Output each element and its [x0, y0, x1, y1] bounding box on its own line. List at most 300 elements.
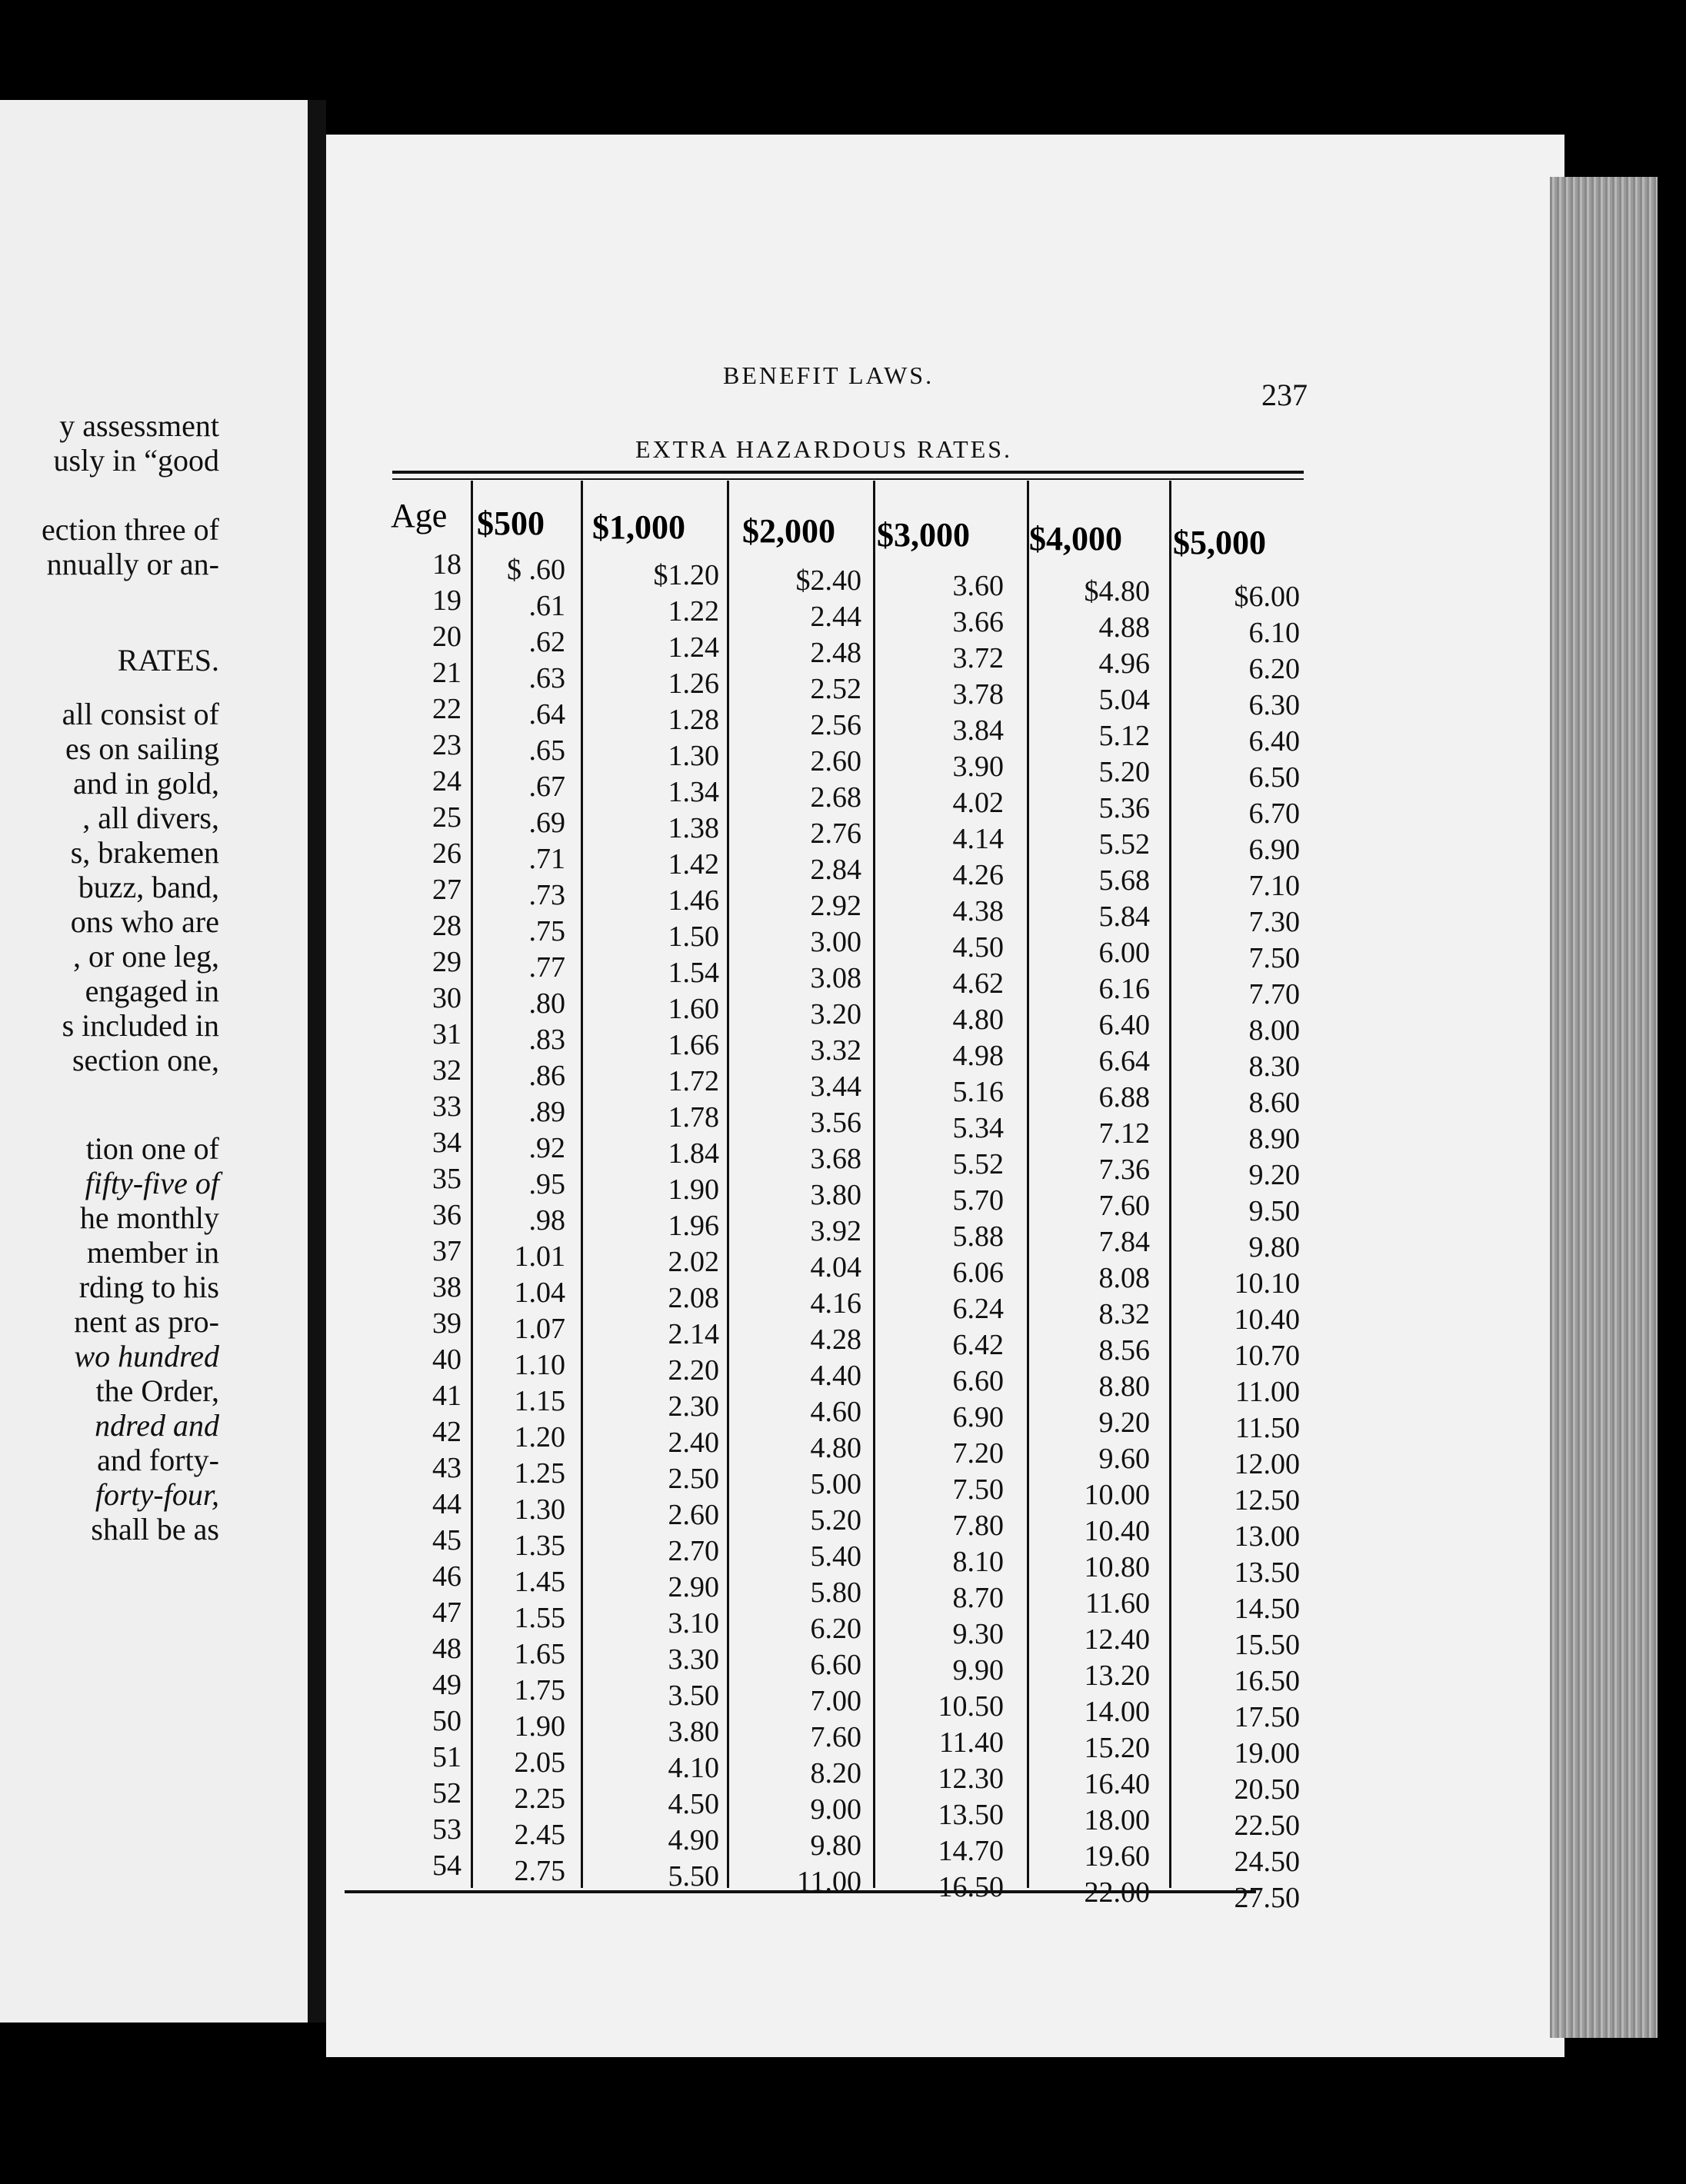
table-cell-age: 25 [432, 801, 461, 834]
table-cell-age: 41 [432, 1380, 461, 1412]
table-cell-rate: 7.00 [810, 1685, 861, 1717]
table-cell-rate: 1.28 [668, 704, 719, 736]
table-cell-rate: 2.84 [810, 854, 861, 886]
table-cell-rate: 16.50 [1234, 1665, 1300, 1697]
table-cell-rate: 6.20 [1248, 653, 1300, 685]
table-cell-rate: 3.20 [810, 998, 861, 1030]
table-cell-rate: 2.92 [810, 890, 861, 922]
left-page-line: rding to his [78, 1270, 219, 1304]
table-cell-rate: 8.56 [1098, 1334, 1150, 1367]
table-cell-rate: 8.00 [1248, 1014, 1300, 1047]
table-cell-rate: 6.16 [1098, 973, 1150, 1005]
left-page-line: all consist of [62, 697, 219, 731]
table-cell-age: 52 [432, 1777, 461, 1809]
left-page-line: ons who are [70, 904, 219, 939]
table-cell-rate: 5.68 [1098, 864, 1150, 897]
left-page-line: s, brakemen [70, 835, 219, 870]
left-page-line: member in [86, 1235, 219, 1270]
table-cell-rate: 2.30 [668, 1390, 719, 1423]
table-cell-rate: 6.40 [1098, 1009, 1150, 1041]
table-cell-age: 32 [432, 1054, 461, 1087]
table-cell-rate: 4.04 [810, 1251, 861, 1283]
table-cell-age: 50 [432, 1705, 461, 1737]
table-cell-rate: 22.00 [1084, 1876, 1150, 1909]
table-cell-rate: 9.50 [1248, 1195, 1300, 1227]
table-cell-rate: 1.84 [668, 1137, 719, 1170]
page-edges [1550, 177, 1658, 2038]
left-page-line: es on sailing [65, 731, 219, 766]
table-cell-rate: 9.20 [1098, 1407, 1150, 1439]
table-cell-rate: .71 [528, 843, 565, 875]
table-cell-rate: 10.80 [1084, 1551, 1150, 1583]
table-cell-rate: 2.60 [810, 745, 861, 777]
left-page-line: fifty-five of [85, 1166, 219, 1200]
table-cell-rate: 6.10 [1248, 617, 1300, 649]
table-cell-rate: .73 [528, 879, 565, 911]
column-header-amount: $1,000 [592, 508, 685, 546]
table-cell-rate: 5.70 [952, 1184, 1004, 1217]
table-cell-rate: 2.68 [810, 781, 861, 814]
table-cell-age: 33 [432, 1090, 461, 1123]
table-cell-rate: 1.01 [514, 1240, 565, 1273]
left-page-line: and in gold, [73, 766, 219, 801]
table-cell-rate: 4.38 [952, 895, 1004, 927]
table-cell-rate: .62 [528, 626, 565, 658]
table-cell-rate: 13.50 [1234, 1556, 1300, 1589]
table-cell-rate: 1.90 [668, 1174, 719, 1206]
table-cell-rate: .98 [528, 1204, 565, 1237]
table-cell-rate: 6.60 [952, 1365, 1004, 1397]
table-cell-rate: .61 [528, 590, 565, 622]
table-cell-rate: 4.88 [1098, 611, 1150, 644]
table-cell-rate: 1.04 [514, 1277, 565, 1309]
table-cell-rate: .83 [528, 1024, 565, 1056]
table-cell-age: 38 [432, 1271, 461, 1303]
table-cell-rate: 2.20 [668, 1354, 719, 1387]
table-cell-rate: 6.70 [1248, 797, 1300, 830]
table-cell-rate: 3.80 [668, 1716, 719, 1748]
table-cell-age: 43 [432, 1452, 461, 1484]
table-cell-rate: 27.50 [1234, 1882, 1300, 1914]
table-cell-rate: 1.15 [514, 1385, 565, 1417]
table-cell-rate: 1.26 [668, 668, 719, 700]
table-cell-rate: 4.40 [810, 1360, 861, 1392]
table-cell-rate: 11.00 [1235, 1376, 1300, 1408]
table-top-rule [392, 471, 1304, 474]
table-cell-rate: 11.00 [796, 1866, 861, 1898]
table-cell-rate: 1.07 [514, 1313, 565, 1345]
table-cell-rate: .64 [528, 698, 565, 731]
table-cell-rate: 12.40 [1084, 1623, 1150, 1656]
table-cell-rate: 12.30 [938, 1763, 1004, 1795]
table-cell-age: 51 [432, 1741, 461, 1773]
table-cell-rate: 2.08 [668, 1282, 719, 1314]
table-cell-rate: 5.20 [810, 1504, 861, 1536]
table-cell-rate: 5.20 [1098, 756, 1150, 788]
left-page-line: he monthly [79, 1200, 219, 1235]
table-cell-rate: 5.52 [1098, 828, 1150, 861]
table-cell-rate: 2.52 [810, 673, 861, 705]
table-cell-rate: $6.00 [1234, 581, 1300, 613]
table-cell-age: 54 [432, 1849, 461, 1882]
table-cell-rate: 10.70 [1234, 1340, 1300, 1372]
table-cell-rate: 4.90 [668, 1824, 719, 1856]
left-page-line: , all divers, [82, 801, 219, 835]
left-page-line: the Order, [95, 1373, 219, 1408]
table-cell-rate: .77 [528, 951, 565, 984]
table-cell-rate: 22.50 [1234, 1809, 1300, 1842]
left-page-line: forty-four, [95, 1477, 219, 1512]
table-cell-rate: 2.14 [668, 1318, 719, 1350]
table-cell-rate: 1.65 [514, 1638, 565, 1670]
table-cell-age: 46 [432, 1560, 461, 1593]
table-cell-age: 53 [432, 1813, 461, 1846]
table-cell-rate: 4.02 [952, 787, 1004, 819]
table-cell-rate: 24.50 [1234, 1846, 1300, 1878]
table-cell-age: 27 [432, 874, 461, 906]
table-cell-rate: 3.56 [810, 1107, 861, 1139]
table-cell-rate: .86 [528, 1060, 565, 1092]
table-cell-rate: 12.00 [1234, 1448, 1300, 1480]
table-cell-rate: 5.04 [1098, 684, 1150, 716]
table-cell-rate: 5.16 [952, 1076, 1004, 1108]
left-page-line: usly in “good [53, 443, 219, 478]
table-cell-age: 35 [432, 1163, 461, 1195]
left-page-line: nent as pro- [74, 1304, 219, 1339]
table-cell-rate: 1.55 [514, 1602, 565, 1634]
left-page-line: tion one of [85, 1131, 219, 1166]
table-cell-rate: 3.66 [952, 606, 1004, 638]
table-cell-rate: 10.40 [1234, 1303, 1300, 1336]
table-cell-rate: $2.40 [795, 564, 861, 597]
table-cell-age: 18 [432, 548, 461, 581]
table-cell-rate: 7.84 [1098, 1226, 1150, 1258]
table-cell-rate: 5.34 [952, 1112, 1004, 1144]
table-cell-rate: 4.10 [668, 1752, 719, 1784]
table-cell-rate: 3.78 [952, 678, 1004, 711]
left-page-line: shall be as [91, 1512, 219, 1546]
table-cell-rate: 8.80 [1098, 1370, 1150, 1403]
table-cell-age: 20 [432, 621, 461, 653]
table-cell-rate: 4.50 [952, 931, 1004, 964]
table-cell-rate: .75 [528, 915, 565, 947]
table-cell-rate: 2.60 [668, 1499, 719, 1531]
left-page-line: s included in [62, 1008, 219, 1043]
table-cell-rate: 5.00 [810, 1468, 861, 1500]
table-cell-rate: 4.26 [952, 859, 1004, 891]
table-top-rule-thin [392, 478, 1304, 480]
table-cell-rate: 2.70 [668, 1535, 719, 1567]
table-title: EXTRA HAZARDOUS RATES. [635, 435, 1013, 463]
left-page-line: y assessment [59, 408, 219, 443]
table-cell-rate: 12.50 [1234, 1484, 1300, 1516]
table-cell-rate: 9.20 [1248, 1159, 1300, 1191]
table-cell-age: 22 [432, 693, 461, 725]
table-cell-rate: 11.60 [1085, 1587, 1150, 1620]
table-cell-rate: 7.70 [1248, 978, 1300, 1010]
column-header-amount: $4,000 [1029, 520, 1122, 558]
table-cell-rate: 16.40 [1084, 1768, 1150, 1800]
table-cell-rate: 9.80 [810, 1829, 861, 1862]
table-cell-rate: 6.60 [810, 1649, 861, 1681]
table-cell-rate: 14.00 [1084, 1696, 1150, 1728]
table-cell-age: 21 [432, 657, 461, 689]
table-cell-rate: 7.60 [810, 1721, 861, 1753]
table-cell-rate: 19.00 [1234, 1737, 1300, 1770]
table-cell-rate: 4.62 [952, 967, 1004, 1000]
table-cell-age: 40 [432, 1343, 461, 1376]
table-cell-rate: 6.90 [952, 1401, 1004, 1433]
table-cell-rate: 1.50 [668, 921, 719, 953]
table-cell-rate: 1.96 [668, 1210, 719, 1242]
table-cell-rate: 8.30 [1248, 1050, 1300, 1083]
table-cell-rate: 4.14 [952, 823, 1004, 855]
table-cell-rate: 3.10 [668, 1607, 719, 1640]
table-cell-rate: 1.72 [668, 1065, 719, 1097]
table-cell-rate: 15.50 [1234, 1629, 1300, 1661]
table-cell-rate: 6.06 [952, 1257, 1004, 1289]
table-cell-rate: 1.30 [514, 1493, 565, 1526]
table-cell-rate: 8.70 [952, 1582, 1004, 1614]
table-cell-age: 39 [432, 1307, 461, 1340]
table-cell-rate: 19.60 [1084, 1840, 1150, 1873]
table-cell-rate: 3.44 [810, 1070, 861, 1103]
column-header-amount: $3,000 [877, 516, 970, 554]
left-page-line: ndred and [95, 1408, 219, 1443]
table-cell-rate: 3.68 [810, 1143, 861, 1175]
table-cell-rate: 1.35 [514, 1530, 565, 1562]
left-page-line: , or one leg, [73, 939, 219, 974]
table-cell-rate: 1.24 [668, 631, 719, 664]
table-cell-rate: 2.44 [810, 601, 861, 633]
table-cell-age: 34 [432, 1127, 461, 1159]
table-cell-rate: 11.40 [938, 1726, 1004, 1759]
table-cell-rate: 7.50 [1248, 942, 1300, 974]
table-cell-rate: 9.00 [810, 1793, 861, 1826]
table-cell-rate: 6.42 [952, 1329, 1004, 1361]
table-cell-rate: 6.30 [1248, 689, 1300, 721]
table-cell-age: 48 [432, 1633, 461, 1665]
table-cell-rate: 6.64 [1098, 1045, 1150, 1077]
table-cell-rate: .95 [528, 1168, 565, 1200]
table-cell-rate: 7.80 [952, 1510, 1004, 1542]
column-header-amount: $500 [477, 504, 545, 542]
table-cell-rate: 3.80 [810, 1179, 861, 1211]
left-page-line: RATES. [117, 643, 219, 678]
table-cell-rate: $1.20 [653, 559, 719, 591]
table-cell-rate: 4.16 [810, 1287, 861, 1320]
table-cell-age: 45 [432, 1524, 461, 1556]
table-cell-rate: 6.90 [1248, 834, 1300, 866]
table-cell-age: 31 [432, 1018, 461, 1050]
table-cell-rate: 4.80 [952, 1004, 1004, 1036]
table-cell-rate: 4.28 [810, 1323, 861, 1356]
table-cell-rate: 1.38 [668, 812, 719, 844]
table-cell-rate: 17.50 [1234, 1701, 1300, 1733]
table-cell-rate: 1.45 [514, 1566, 565, 1598]
table-cell-rate: .63 [528, 662, 565, 694]
table-cell-age: 42 [432, 1416, 461, 1448]
table-cell-rate: 3.00 [810, 926, 861, 958]
table-cell-rate: 4.50 [668, 1788, 719, 1820]
table-cell-rate: 1.66 [668, 1029, 719, 1061]
table-cell-rate: 8.20 [810, 1757, 861, 1789]
left-page-line: section one, [72, 1043, 219, 1077]
table-cell-rate: 4.96 [1098, 648, 1150, 680]
table-cell-rate: 9.60 [1098, 1443, 1150, 1475]
table-cell-rate: 6.00 [1098, 937, 1150, 969]
table-cell-age: 44 [432, 1488, 461, 1520]
table-cell-rate: 7.60 [1098, 1190, 1150, 1222]
table-cell-rate: 1.90 [514, 1710, 565, 1743]
table-cell-rate: 4.98 [952, 1040, 1004, 1072]
table-cell-rate: 3.72 [952, 642, 1004, 674]
table-cell-rate: 2.05 [514, 1746, 565, 1779]
table-cell-rate: 2.56 [810, 709, 861, 741]
table-cell-rate: 8.10 [952, 1546, 1004, 1578]
table-cell-rate: .89 [528, 1096, 565, 1128]
table-cell-rate: 1.20 [514, 1421, 565, 1453]
table-cell-rate: 9.80 [1248, 1231, 1300, 1263]
table-cell-rate: 1.46 [668, 884, 719, 917]
table-cell-rate: .67 [528, 771, 565, 803]
table-cell-rate: 7.50 [952, 1473, 1004, 1506]
table-cell-rate: 2.25 [514, 1783, 565, 1815]
table-cell-rate: 18.00 [1084, 1804, 1150, 1836]
left-page-line: ection three of [42, 512, 219, 547]
table-cell-rate: 6.24 [952, 1293, 1004, 1325]
left-page-line: engaged in [85, 974, 219, 1008]
table-cell-rate: 3.30 [668, 1643, 719, 1676]
left-page-line: wo hundred [74, 1339, 219, 1373]
table-cell-rate: 3.90 [952, 751, 1004, 783]
table-cell-rate: $ .60 [507, 554, 565, 586]
table-cell-rate: 2.90 [668, 1571, 719, 1603]
table-cell-rate: 11.50 [1235, 1412, 1300, 1444]
table-cell-rate: 13.00 [1234, 1520, 1300, 1553]
table-cell-rate: 3.50 [668, 1680, 719, 1712]
table-cell-rate: 2.76 [810, 817, 861, 850]
table-cell-age: 29 [432, 946, 461, 978]
table-cell-rate: 10.10 [1234, 1267, 1300, 1300]
table-cell-rate: 1.60 [668, 993, 719, 1025]
table-cell-rate: 7.20 [952, 1437, 1004, 1470]
table-cell-rate: 2.40 [668, 1427, 719, 1459]
table-cell-rate: 15.20 [1084, 1732, 1150, 1764]
table-cell-age: 49 [432, 1669, 461, 1701]
table-cell-rate: .80 [528, 987, 565, 1020]
table-cell-age: 26 [432, 837, 461, 870]
table-cell-age: 47 [432, 1596, 461, 1629]
table-cell-rate: 10.50 [938, 1690, 1004, 1723]
table-cell-rate: 4.60 [810, 1396, 861, 1428]
table-cell-rate: 20.50 [1234, 1773, 1300, 1806]
table-cell-age: 36 [432, 1199, 461, 1231]
table-cell-rate: 2.50 [668, 1463, 719, 1495]
table-cell-rate: 6.20 [810, 1613, 861, 1645]
table-cell-rate: 5.88 [952, 1220, 1004, 1253]
table-cell-rate: 8.60 [1248, 1087, 1300, 1119]
table-cell-rate: 1.54 [668, 957, 719, 989]
table-cell-rate: $4.80 [1084, 575, 1150, 608]
table-cell-rate: 14.50 [1234, 1593, 1300, 1625]
table-cell-rate: 5.80 [810, 1576, 861, 1609]
table-cell-age: 24 [432, 765, 461, 797]
table-cell-rate: 8.90 [1248, 1123, 1300, 1155]
table-cell-rate: .69 [528, 807, 565, 839]
table-cell-age: 30 [432, 982, 461, 1014]
table-cell-rate: 3.08 [810, 962, 861, 994]
table-cell-rate: 1.22 [668, 595, 719, 628]
table-cell-rate: 6.40 [1248, 725, 1300, 757]
table-cell-rate: .65 [528, 734, 565, 767]
left-page-line: and forty- [97, 1443, 219, 1477]
table-cell-rate: 10.40 [1084, 1515, 1150, 1547]
left-page-line: nnually or an- [46, 547, 219, 581]
table-cell-rate: 1.10 [514, 1349, 565, 1381]
table-cell-age: 19 [432, 584, 461, 617]
column-header-age: Age [391, 497, 448, 534]
page-number: 237 [1261, 378, 1308, 412]
table-cell-rate: 5.12 [1098, 720, 1150, 752]
running-head: BENEFIT LAWS. [723, 361, 935, 389]
table-cell-age: 28 [432, 910, 461, 942]
table-cell-rate: 9.90 [952, 1654, 1004, 1686]
table-cell-rate: 3.92 [810, 1215, 861, 1247]
table-cell-rate: 1.30 [668, 740, 719, 772]
table-cell-rate: 5.40 [810, 1540, 861, 1573]
table-cell-rate: .92 [528, 1132, 565, 1164]
table-cell-rate: 2.48 [810, 637, 861, 669]
table-cell-rate: 2.02 [668, 1246, 719, 1278]
table-cell-rate: 16.50 [938, 1871, 1004, 1903]
table-cell-rate: 7.10 [1248, 870, 1300, 902]
table-cell-rate: 9.30 [952, 1618, 1004, 1650]
table-cell-rate: 1.34 [668, 776, 719, 808]
table-cell-rate: 5.84 [1098, 901, 1150, 933]
table-cell-rate: 1.78 [668, 1101, 719, 1134]
table-cell-rate: 13.50 [938, 1799, 1004, 1831]
table-cell-rate: 5.52 [952, 1148, 1004, 1180]
table-cell-rate: 7.30 [1248, 906, 1300, 938]
table-cell-rate: 2.75 [514, 1855, 565, 1887]
table-cell-age: 23 [432, 729, 461, 761]
table-cell-rate: 2.45 [514, 1819, 565, 1851]
table-cell-rate: 7.36 [1098, 1154, 1150, 1186]
table-cell-rate: 1.42 [668, 848, 719, 881]
table-cell-rate: 1.75 [514, 1674, 565, 1706]
table-cell-rate: 3.60 [952, 570, 1004, 602]
table-cell-rate: 4.80 [810, 1432, 861, 1464]
column-header-amount: $5,000 [1173, 524, 1266, 561]
left-page-line: buzz, band, [78, 870, 219, 904]
table-cell-rate: 13.20 [1084, 1660, 1150, 1692]
table-cell-rate: 8.08 [1098, 1262, 1150, 1294]
table-cell-rate: 1.25 [514, 1457, 565, 1490]
table-cell-rate: 3.32 [810, 1034, 861, 1067]
table-cell-rate: 6.50 [1248, 761, 1300, 794]
table-cell-rate: 7.12 [1098, 1117, 1150, 1150]
table-cell-rate: 10.00 [1084, 1479, 1150, 1511]
column-header-amount: $2,000 [742, 512, 835, 550]
table-cell-age: 37 [432, 1235, 461, 1267]
table-cell-rate: 8.32 [1098, 1298, 1150, 1330]
table-cell-rate: 5.36 [1098, 792, 1150, 824]
table-cell-rate: 3.84 [952, 714, 1004, 747]
table-cell-rate: 5.50 [668, 1860, 719, 1893]
table-cell-rate: 6.88 [1098, 1081, 1150, 1114]
table-cell-rate: 14.70 [938, 1835, 1004, 1867]
